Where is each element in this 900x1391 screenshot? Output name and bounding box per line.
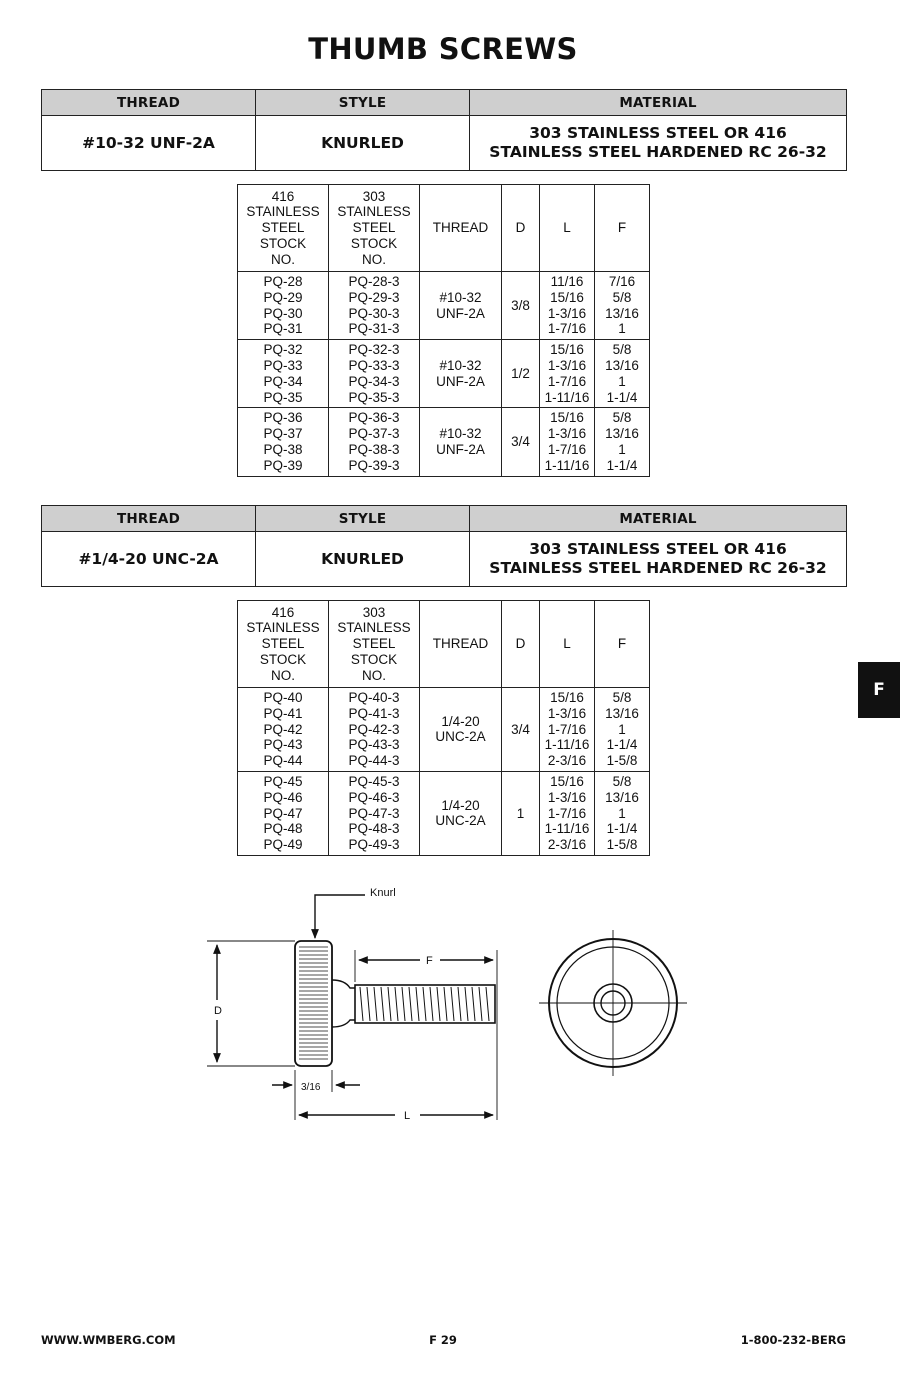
- spec-style-value: KNURLED: [256, 532, 470, 587]
- cell-l: 15/16 1-3/16 1-7/16 1-11/16: [540, 340, 595, 408]
- spec-thread-value: #10-32 UNF-2A: [42, 116, 256, 171]
- spec-header-material: MATERIAL: [470, 506, 847, 532]
- cell-thread: #10-32 UNF-2A: [420, 272, 502, 340]
- spec-table-1: [41, 89, 847, 171]
- spec-header-thread: THREAD: [42, 506, 256, 532]
- table-row: [238, 272, 650, 340]
- header-thread: THREAD: [420, 185, 502, 272]
- cell-d: 3/4: [502, 408, 540, 476]
- knurl-leader: [315, 895, 365, 938]
- head-width-label: 3/16: [301, 1082, 321, 1093]
- spec-table-2: [41, 505, 847, 587]
- spec-header-thread: THREAD: [42, 90, 256, 116]
- cell-303-stock-no: PQ-36-3 PQ-37-3 PQ-38-3 PQ-39-3: [329, 408, 420, 476]
- stock-table-2: [237, 600, 650, 856]
- table-row: [238, 408, 650, 476]
- material-line: STAINLESS STEEL HARDENED RC 26-32: [489, 143, 827, 161]
- spec-header-material: MATERIAL: [470, 90, 847, 116]
- header-303-stock-no: 303 STAINLESS STEEL STOCK NO.: [329, 185, 420, 272]
- header-l: L: [540, 601, 595, 688]
- cell-f: 5/8 13/16 1 1-1/4 1-5/8: [595, 688, 650, 772]
- spec-material-value: [470, 116, 847, 171]
- header-thread: THREAD: [420, 601, 502, 688]
- header-d: D: [502, 185, 540, 272]
- page-title: THUMB SCREWS: [308, 32, 578, 66]
- header-d: D: [502, 601, 540, 688]
- cell-thread: #10-32 UNF-2A: [420, 408, 502, 476]
- cell-416-stock-no: PQ-40 PQ-41 PQ-42 PQ-43 PQ-44: [238, 688, 329, 772]
- header-l: L: [540, 185, 595, 272]
- cell-d: 3/4: [502, 688, 540, 772]
- header-f: F: [595, 601, 650, 688]
- cell-d: 1/2: [502, 340, 540, 408]
- header-416-stock-no: 416 STAINLESS STEEL STOCK NO.: [238, 185, 329, 272]
- spec-header-style: STYLE: [256, 90, 470, 116]
- table-row: [238, 340, 650, 408]
- knurl-label: Knurl: [370, 887, 396, 899]
- cell-thread: 1/4-20 UNC-2A: [420, 688, 502, 772]
- cell-d: 1: [502, 771, 540, 855]
- cell-303-stock-no: PQ-28-3 PQ-29-3 PQ-30-3 PQ-31-3: [329, 272, 420, 340]
- table-row: [238, 771, 650, 855]
- cell-f: 5/8 13/16 1 1-1/4 1-5/8: [595, 771, 650, 855]
- footer-page-number: F 29: [429, 1333, 457, 1347]
- cell-303-stock-no: PQ-40-3 PQ-41-3 PQ-42-3 PQ-43-3 PQ-44-3: [329, 688, 420, 772]
- d-label: D: [214, 1005, 222, 1017]
- cell-f: 5/8 13/16 1 1-1/4: [595, 340, 650, 408]
- material-line: STAINLESS STEEL HARDENED RC 26-32: [489, 559, 827, 577]
- cell-f: 7/16 5/8 13/16 1: [595, 272, 650, 340]
- cell-416-stock-no: PQ-28 PQ-29 PQ-30 PQ-31: [238, 272, 329, 340]
- cell-416-stock-no: PQ-32 PQ-33 PQ-34 PQ-35: [238, 340, 329, 408]
- cell-l: 11/16 15/16 1-3/16 1-7/16: [540, 272, 595, 340]
- spec-thread-value: #1/4-20 UNC-2A: [42, 532, 256, 587]
- cell-l: 15/16 1-3/16 1-7/16 1-11/16 2-3/16: [540, 771, 595, 855]
- cell-303-stock-no: PQ-32-3 PQ-33-3 PQ-34-3 PQ-35-3: [329, 340, 420, 408]
- spec-style-value: KNURLED: [256, 116, 470, 171]
- cell-d: 3/8: [502, 272, 540, 340]
- spec-material-value: [470, 532, 847, 587]
- cell-416-stock-no: PQ-45 PQ-46 PQ-47 PQ-48 PQ-49: [238, 771, 329, 855]
- cell-303-stock-no: PQ-45-3 PQ-46-3 PQ-47-3 PQ-48-3 PQ-49-3: [329, 771, 420, 855]
- table-row: [238, 688, 650, 772]
- footer-website[interactable]: WWW.WMBERG.COM: [41, 1333, 176, 1347]
- material-line: 303 STAINLESS STEEL OR 416: [529, 124, 787, 142]
- cell-416-stock-no: PQ-36 PQ-37 PQ-38 PQ-39: [238, 408, 329, 476]
- thumb-screw-diagram: [0, 870, 900, 1140]
- cell-thread: #10-32 UNF-2A: [420, 340, 502, 408]
- header-416-stock-no: 416 STAINLESS STEEL STOCK NO.: [238, 601, 329, 688]
- spec-header-style: STYLE: [256, 506, 470, 532]
- cell-l: 15/16 1-3/16 1-7/16 1-11/16 2-3/16: [540, 688, 595, 772]
- material-line: 303 STAINLESS STEEL OR 416: [529, 540, 787, 558]
- section-tab-f[interactable]: F: [858, 662, 900, 718]
- f-label: F: [426, 955, 433, 967]
- cell-l: 15/16 1-3/16 1-7/16 1-11/16: [540, 408, 595, 476]
- footer-phone: 1-800-232-BERG: [740, 1333, 846, 1347]
- stock-table-1: [237, 184, 650, 477]
- cell-f: 5/8 13/16 1 1-1/4: [595, 408, 650, 476]
- l-label: L: [404, 1110, 411, 1122]
- cell-thread: 1/4-20 UNC-2A: [420, 771, 502, 855]
- header-303-stock-no: 303 STAINLESS STEEL STOCK NO.: [329, 601, 420, 688]
- header-f: F: [595, 185, 650, 272]
